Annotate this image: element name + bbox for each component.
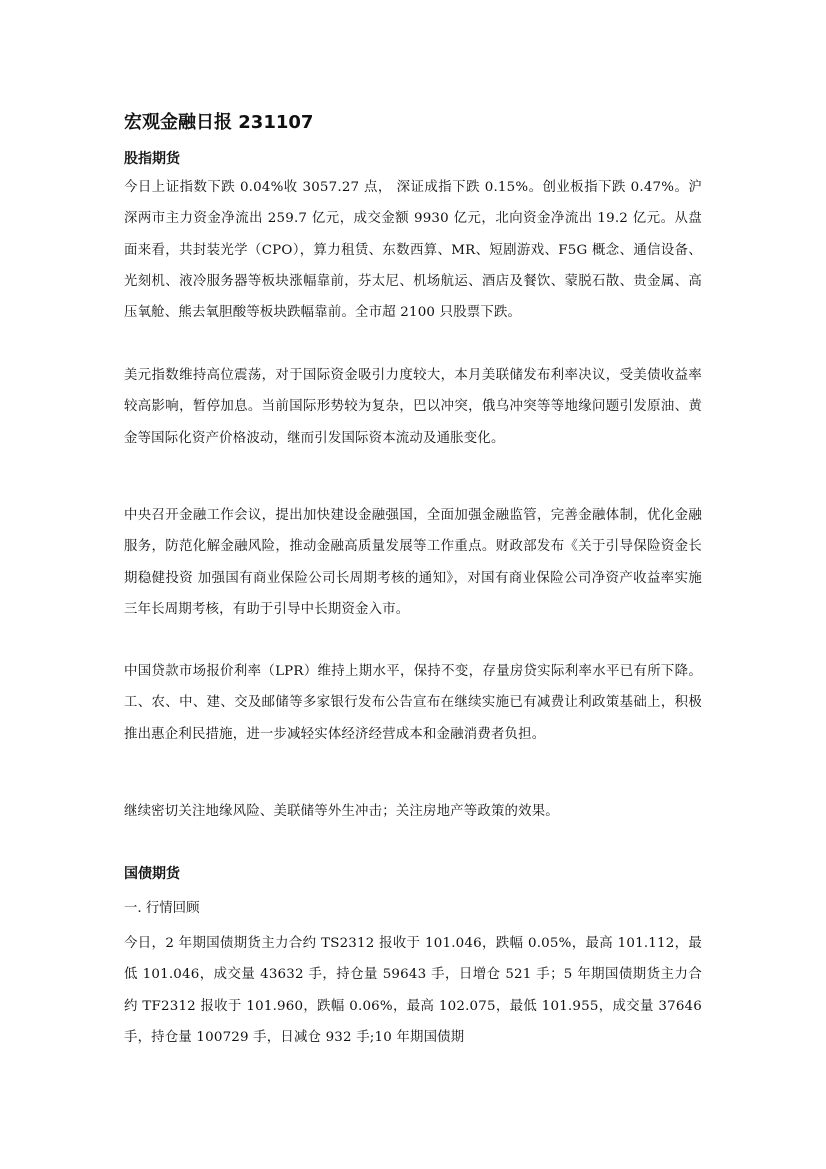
paragraph-outlook: 继续密切关注地缘风险、美联储等外生冲击；关注房地产等政策的效果。 [124,804,559,819]
section-heading-treasury-futures: 国债期货 [124,866,180,882]
section-heading-stock-index-futures: 股指期货 [124,151,180,167]
document-title: 宏观金融日报 231107 [124,112,314,133]
paragraph-usd-index: 美元指数维持高位震荡，对于国际资金吸引力度较大，本月美联储发布利率决议，受美债收益率较高影响，暂停加息。当前国际形势较为复杂，巴以冲突，俄乌冲突等等地缘问题引发原油、黄金等国际化资产价格波动，继而引发国际资本流动及通胀变化。 [124,368,702,446]
paragraph-financial-work-conference: 中央召开金融工作会议，提出加快建设金融强国，全面加强金融监管，完善金融体制，优化金融服务，防范化解金融风险，推动金融高质量发展等工作重点。财政部发布《关于引导保险资金长期稳健投资 加强国有商业保险公司长周期考核的通知》，对国有商业保险公司净资产收益率实施三年长周期考核，有助于引导中长期资金入市。 [124,508,702,617]
paragraph-lpr: 中国贷款市场报价利率（LPR）维持上期水平，保持不变，存量房贷实际利率水平已有所下降。工、农、中、建、交及邮储等多家银行发布公告宣布在继续实施已有减费让利政策基础上，积极推出惠企利民措施，进一步减轻实体经济经营成本和金融消费者负担。 [124,664,702,742]
paragraph-treasury-review: 今日，2 年期国债期货主力合约 TS2312 报收于 101.046，跌幅 0.05%，最高 101.112，最低 101.046，成交量 43632 手，持仓量 59643 手，日增仓 521 手；5 年期国债期货主力合约 TF2312 报收于 101.960，跌幅 0.06%，最高 102.075，最低 101.955，成交量 37646 手，持仓量 100729 手，日减仓 932 手;10 年期国债期 [124,936,702,1045]
paragraph-market-summary: 今日上证指数下跌 0.04%收 3057.27 点， 深证成指下跌 0.15%。创业板指下跌 0.47%。沪深两市主力资金净流出 259.7 亿元，成交金额 9930 亿元，北向资金净流出 19.2 亿元。从盘面来看，共封装光学（CPO），算力租赁、东数西算、MR、短剧游戏、F5G 概念、通信设备、光刻机、液冷服务器等板块涨幅靠前，芬太尼、机场航运、酒店及餐饮、蒙脱石散、贵金属、高压氧舱、熊去氧胆酸等板块跌幅靠前。全市超 2100 只股票下跌。 [124,180,702,321]
subheading-market-review: 一. 行情回顾 [124,901,200,916]
